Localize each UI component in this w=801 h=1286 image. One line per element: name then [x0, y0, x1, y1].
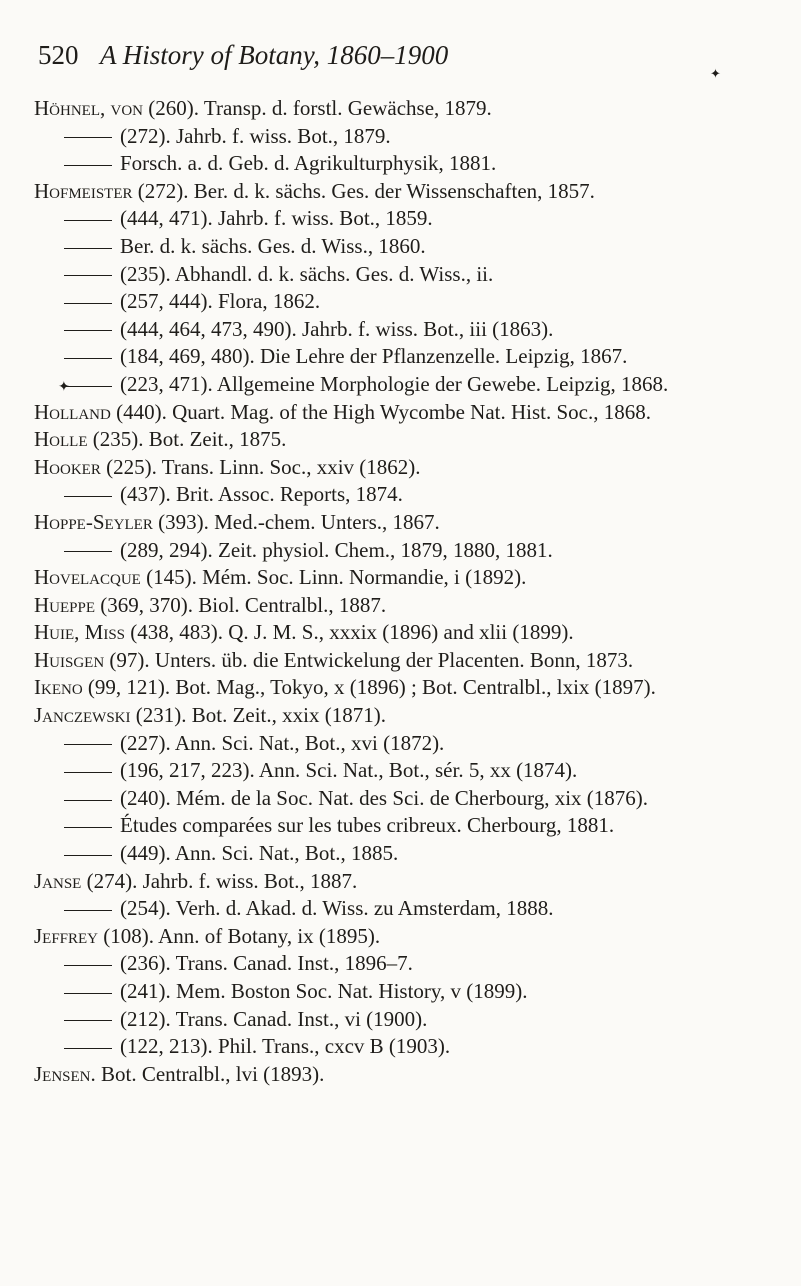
entry-citation: (223, 471). Allgemeine Morphologie der Gewebe. Leipzig, 1868.	[120, 371, 669, 396]
entry-citation: (444, 464, 473, 490). Jahrb. f. wiss. Bot., iii (1863).	[120, 316, 554, 341]
ditto-dash	[64, 496, 112, 497]
bibliography-entry	[34, 233, 769, 261]
entry-citation: (231). Bot. Zeit., xxix (1871).	[135, 703, 386, 728]
entry-author: Janse	[34, 868, 82, 893]
entry-author: Holland	[34, 399, 111, 424]
entry-citation: (260). Transp. d. forstl. Gewächse, 1879.	[148, 96, 492, 120]
bibliography-entry	[34, 205, 769, 233]
entry-citation: Bot. Centralbl., lvi (1893).	[101, 1061, 325, 1086]
entry-author: Ikeno	[34, 675, 83, 700]
entry-author: Hueppe	[34, 592, 96, 617]
entry-citation: (99, 121). Bot. Mag., Tokyo, x (1896) ; Bot. Centralbl., lxix (1897).	[87, 675, 656, 700]
entry-citation: (257, 444). Flora, 1862.	[120, 289, 321, 314]
entry-citation: (225). Trans. Linn. Soc., xxiv (1862).	[106, 454, 421, 479]
ditto-dash	[64, 1048, 112, 1049]
ditto-dash	[64, 358, 112, 359]
entry-citation: (227). Ann. Sci. Nat., Bot., xvi (1872).	[120, 730, 445, 755]
ditto-dash	[64, 137, 112, 138]
ditto-dash	[64, 993, 112, 994]
entry-citation: (241). Mem. Boston Soc. Nat. History, v (1899).	[120, 979, 528, 1003]
ditto-dash	[64, 744, 112, 745]
bibliography-entry	[34, 619, 769, 647]
entry-citation: (240). Mém. de la Soc. Nat. des Sci. de Cherbourg, xix (1876).	[120, 785, 649, 810]
bibliography-entry	[34, 564, 769, 592]
entry-citation: (440). Quart. Mag. of the High Wycombe Nat. Hist. Soc., 1868.	[116, 399, 652, 424]
entry-citation: (184, 469, 480). Die Lehre der Pflanzenzelle. Leipzig, 1867.	[120, 344, 628, 369]
bibliography-entry	[34, 399, 769, 427]
entry-author: Huie, Miss	[34, 620, 126, 645]
entry-author: Hoppe-Seyler	[34, 509, 153, 534]
ornament-mark: ✦	[710, 66, 721, 81]
entry-citation: (393). Med.-chem. Unters., 1867.	[158, 509, 440, 534]
entry-author: Hovelacque	[34, 565, 141, 590]
bibliography-entry	[34, 95, 769, 123]
bibliography-entry	[34, 1033, 769, 1061]
bibliography-entry	[34, 343, 769, 371]
bibliography-entry	[34, 674, 769, 702]
entry-citation: (97). Unters. üb. die Entwickelung der Placenten. Bonn, 1873.	[109, 647, 634, 672]
bibliography-entry	[34, 481, 769, 509]
entry-citation: (444, 471). Jahrb. f. wiss. Bot., 1859.	[120, 206, 433, 231]
ditto-dash	[64, 910, 112, 911]
bibliography-entry	[34, 454, 769, 482]
bibliography-entry	[34, 1061, 769, 1089]
bibliography-entry	[34, 978, 769, 1006]
ditto-dash	[64, 303, 112, 304]
entry-citation: (272). Jahrb. f. wiss. Bot., 1879.	[120, 123, 391, 148]
bibliography-entry	[34, 730, 769, 758]
entry-citation: (122, 213). Phil. Trans., cxcv B (1903).	[120, 1034, 451, 1059]
ditto-dash	[64, 165, 112, 166]
ditto-dash	[64, 965, 112, 966]
entry-citation: (236). Trans. Canad. Inst., 1896–7.	[120, 951, 413, 976]
bibliography-entry	[34, 123, 769, 151]
bibliography-entry	[34, 316, 769, 344]
entry-author: Holle	[34, 427, 88, 452]
entry-author: Janczewski	[34, 703, 131, 728]
bibliography-entry	[34, 950, 769, 978]
bibliography-entry	[34, 426, 769, 454]
entry-citation: (235). Abhandl. d. k. sächs. Ges. d. Wiss., ii.	[120, 261, 494, 286]
ditto-dash	[64, 275, 112, 276]
entry-author: Hofmeister	[34, 178, 133, 203]
bibliography-entry	[34, 150, 769, 178]
bibliography-entry	[34, 288, 769, 316]
ditto-dash	[64, 551, 112, 552]
entry-citation: (212). Trans. Canad. Inst., vi (1900).	[120, 1006, 428, 1031]
ditto-dash	[64, 386, 112, 387]
bibliography-entry	[34, 785, 769, 813]
ditto-dash	[64, 330, 112, 331]
bibliography-entry	[34, 261, 769, 289]
ditto-dash	[64, 827, 112, 828]
bibliography-entry	[34, 840, 769, 868]
entry-citation: (369, 370). Biol. Centralbl., 1887.	[100, 592, 387, 617]
entry-citation: (438, 483). Q. J. M. S., xxxix (1896) and xlii (1899).	[130, 620, 574, 645]
entry-citation: (437). Brit. Assoc. Reports, 1874.	[120, 482, 403, 507]
bibliography-entry	[34, 895, 769, 923]
entry-citation: (272). Ber. d. k. sächs. Ges. der Wissenschaften, 1857.	[137, 178, 595, 203]
entry-citation: (289, 294). Zeit. physiol. Chem., 1879, 1880, 1881.	[120, 537, 553, 562]
bibliography-entry	[34, 537, 769, 565]
page-number: 520	[38, 40, 79, 70]
margin-mark: ✦	[58, 380, 70, 395]
bibliography-entry	[34, 509, 769, 537]
entry-citation: (449). Ann. Sci. Nat., Bot., 1885.	[120, 841, 399, 866]
ditto-dash	[64, 800, 112, 801]
ditto-dash	[64, 220, 112, 221]
running-title: A History of Botany, 1860–1900	[100, 40, 449, 70]
entry-citation: (108). Ann. of Botany, ix (1895).	[103, 923, 381, 948]
entry-citation: (145). Mém. Soc. Linn. Normandie, i (1892).	[146, 565, 527, 590]
bibliography-entry	[34, 592, 769, 620]
entry-citation: Études comparées sur les tubes cribreux. Cherbourg, 1881.	[120, 813, 615, 838]
bibliography-entry	[34, 812, 769, 840]
bibliography-entry	[34, 923, 769, 951]
entry-author: Huisgen	[34, 647, 105, 672]
bibliography-entry	[34, 757, 769, 785]
bibliography-entry	[34, 702, 769, 730]
entry-citation: (254). Verh. d. Akad. d. Wiss. zu Amsterdam, 1888.	[120, 896, 554, 921]
bibliography-entry	[34, 371, 769, 399]
ditto-dash	[64, 855, 112, 856]
bibliography-entry	[34, 178, 769, 206]
entry-author: Hooker	[34, 454, 101, 479]
entry-author: Jensen.	[34, 1061, 96, 1086]
entry-author: Jeffrey	[34, 923, 99, 948]
entry-citation: Forsch. a. d. Geb. d. Agrikulturphysik, 1881.	[120, 151, 497, 176]
bibliography-list	[34, 95, 769, 1088]
bibliography-entry	[34, 647, 769, 675]
entry-citation: (196, 217, 223). Ann. Sci. Nat., Bot., sér. 5, xx (1874).	[120, 758, 578, 783]
entry-citation: (274). Jahrb. f. wiss. Bot., 1887.	[86, 868, 358, 893]
entry-citation: (235). Bot. Zeit., 1875.	[92, 427, 287, 452]
entry-author: Höhnel, von	[34, 96, 143, 120]
bibliography-entry	[34, 868, 769, 896]
bibliography-entry	[34, 1006, 769, 1034]
ditto-dash	[64, 248, 112, 249]
running-header	[38, 40, 738, 84]
ditto-dash	[64, 772, 112, 773]
ditto-dash	[64, 1020, 112, 1021]
entry-citation: Ber. d. k. sächs. Ges. d. Wiss., 1860.	[120, 233, 426, 258]
